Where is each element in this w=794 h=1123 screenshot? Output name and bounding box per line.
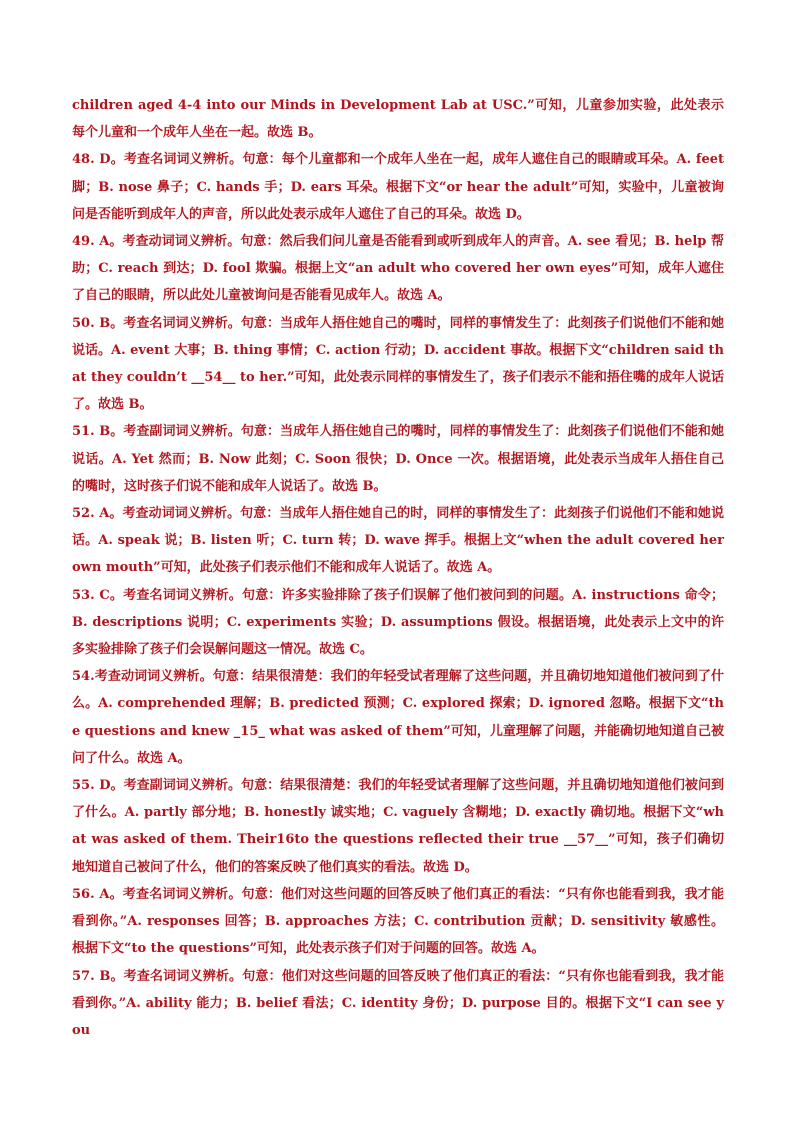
- paragraph-q50: 50. B。考查名词词义辨析。句意：当成年人捂住她自己的嘴时，同样的事情发生了：此刻孩子们说他们不能和她说话。A. event 大事；B. thing 事情；C. action 行动；D. accident 事故。根据下文“children said that they couldn’t __54__ to her.”可知，此处表示同样的事情发生了，孩子们表示不能和捂住嘴的成年人说话了。故选 B。: [72, 315, 724, 413]
- paragraph-q57: 57. B。考查名词词义辨析。句意：他们对这些问题的回答反映了他们真正的看法：“只有你也能看到我，我才能看到你。”A. ability 能力；B. belief 看法；C. identity 身份；D. purpose 目的。根据下文“I can see you: [72, 968, 724, 1038]
- paragraph-q52: 52. A。考查动词词义辨析。句意：当成年人捂住她自己的时，同样的事情发生了：此刻孩子们说他们不能和她说话。A. speak 说；B. listen 听；C. turn 转；D. wave 挥手。根据上文“when the adult covered her own mouth”可知，此处孩子们表示他们不能和成年人说话了。故选 A。: [72, 506, 729, 576]
- paragraph-q49: 49. A。考查动词词义辨析。句意：然后我们问儿童是否能看到或听到成年人的声音。A. see 看见；B. help 帮助；C. reach 到达；D. fool 欺骗。根据上文“an adult who covered her own eyes”可知，成年人遮住了自己的眼睛，所以此处儿童被询问是否能看见成年人。故选 A。: [72, 234, 724, 304]
- paragraph-q54: 54.考查动词词义辨析。句意：结果很清楚：我们的年轻受试者理解了这些问题，并且确切地知道他们被问到了什么。A. comprehended 理解；B. predicted 预测；C. explored 探索；D. ignored 忽略。根据下文“the questions and knew _15_ what was asked of them”可知，儿童理解了问题，并能确切地知道自己被问了什么。故选 A。: [72, 669, 724, 766]
- paragraph-q55: 55. D。考查副词词义辨析。句意：结果很清楚：我们的年轻受试者理解了这些问题，并且确切地知道他们被问到了什么。A. partly 部分地；B. honestly 诚实地；C. vaguely 含糊地；D. exactly 确切地。根据下文“what was asked of them. Their16to the questions reflected their true __57__”可知，孩子们确切地知道自己被问了什么，他们的答案反映了他们真实的看法。故选 D。: [72, 778, 724, 875]
- paragraph-q53: 53. C。考查名词词义辨析。句意：许多实验排除了孩子们误解了他们被问到的问题。A. instructions 命令；B. descriptions 说明；C. experiments 实验；D. assumptions 假设。根据语境，此处表示上文中的许多实验排除了孩子们会误解问题这一情况。故选 C。: [72, 587, 724, 658]
- paragraph-intro: children aged 4-4 into our Minds in Development Lab at USC.”可知，儿童参加实验，此处表示每个儿童和一个成年人坐在一起。故选 B。: [72, 98, 724, 141]
- paragraph-q56: 56. A。考查名词词义辨析。句意：他们对这些问题的回答反映了他们真正的看法：“只有你也能看到我，我才能看到你。”A. responses 回答；B. approaches 方法；C. contribution 贡献；D. sensitivity 敏感性。根据下文“to the questions”可知，此处表示孩子们对于问题的回答。故选 A。: [72, 886, 724, 957]
- paragraph-q51: 51. B。考查副词词义辨析。句意：当成年人捂住她自己的嘴时，同样的事情发生了：此刻孩子们说他们不能和她说话。A. Yet 然而；B. Now 此刻；C. Soon 很快；D. Once 一次。根据语境，此处表示当成年人捂住自己的嘴时，这时孩子们说不能和成年人说话了。故选 B。: [72, 424, 724, 494]
- paragraph-q48: 48. D。考查名词词义辨析。句意：每个儿童都和一个成年人坐在一起，成年人遮住自己的眼睛或耳朵。A. feet 脚；B. nose 鼻子；C. hands 手；D. ears 耳朵。根据下文“or hear the adult”可知，实验中，儿童被询问是否能听到成年人的声音，所以此处表示成年人遮住了自己的耳朵。故选 D。: [72, 152, 729, 222]
- document-body: [72, 92, 729, 1044]
